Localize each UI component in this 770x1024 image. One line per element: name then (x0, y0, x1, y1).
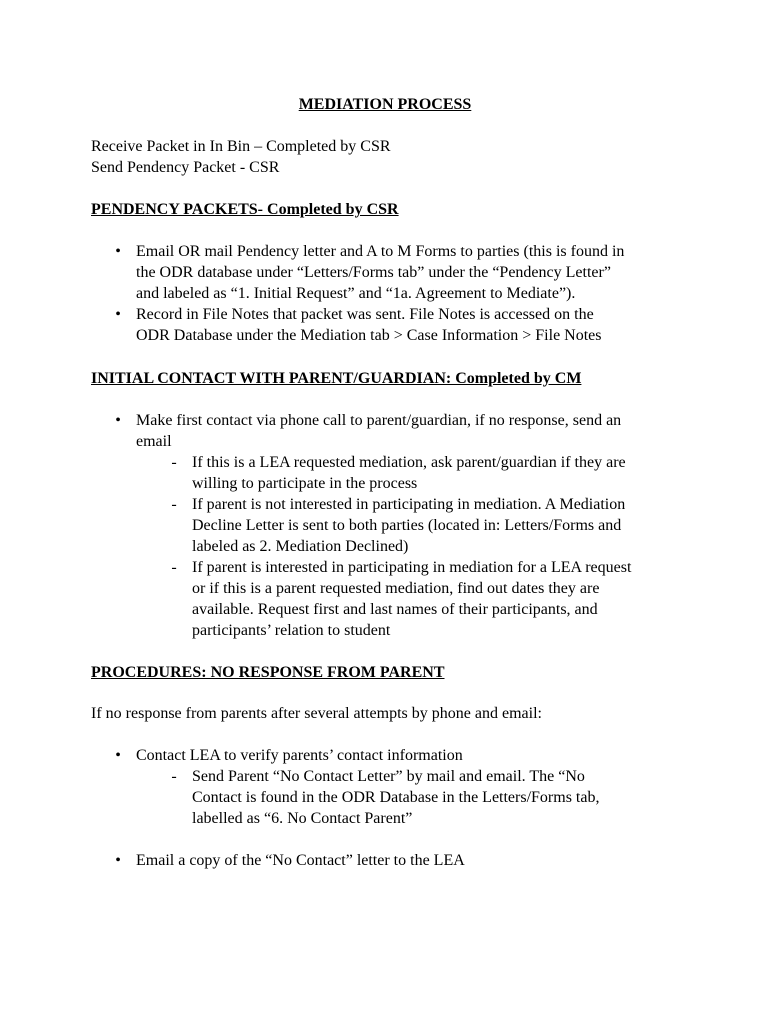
intro-line: Send Pendency Packet - CSR (91, 159, 280, 176)
list-item-text: the ODR database under “Letters/Forms tab” under the “Pendency Letter” (136, 264, 611, 281)
intro-line: Receive Packet in In Bin – Completed by CSR (91, 138, 391, 155)
list-item-text: Email a copy of the “No Contact” letter to the LEA (136, 852, 465, 869)
dash-icon: - (171, 768, 177, 785)
paragraph: If no response from parents after several attempts by phone and email: (91, 705, 542, 722)
dash-icon: - (171, 496, 177, 513)
sub-item-text: participants’ relation to student (192, 622, 391, 639)
sub-item-text: Send Parent “No Contact Letter” by mail and email. The “No (192, 768, 585, 785)
bullet-icon: • (115, 306, 121, 323)
page-title: MEDIATION PROCESS (298, 96, 472, 113)
list-item-text: email (136, 433, 172, 450)
list-item-text: ODR Database under the Mediation tab > Case Information > File Notes (136, 327, 602, 344)
sub-item-text: available. Request first and last names of their participants, and (192, 601, 598, 618)
section-heading-pendency: PENDENCY PACKETS- Completed by CSR (91, 201, 399, 218)
bullet-icon: • (115, 412, 121, 429)
dash-icon: - (171, 454, 177, 471)
bullet-icon: • (115, 747, 121, 764)
sub-item-text: If parent is not interested in participating in mediation. A Mediation (192, 496, 626, 513)
list-item-text: Contact LEA to verify parents’ contact information (136, 747, 463, 764)
list-item-text: Record in File Notes that packet was sent. File Notes is accessed on the (136, 306, 594, 323)
sub-item-text: If parent is interested in participating in mediation for a LEA request (192, 559, 632, 576)
bullet-icon: • (115, 243, 121, 260)
sub-item-text: willing to participate in the process (192, 475, 418, 492)
sub-item-text: If this is a LEA requested mediation, ask parent/guardian if they are (192, 454, 626, 471)
sub-item-text: Contact is found in the ODR Database in the Letters/Forms tab, (192, 789, 600, 806)
dash-icon: - (171, 559, 177, 576)
sub-item-text: labeled as 2. Mediation Declined) (192, 538, 409, 555)
sub-item-text: labelled as “6. No Contact Parent” (192, 810, 413, 827)
bullet-icon: • (115, 852, 121, 869)
list-item-text: and labeled as “1. Initial Request” and “1a. Agreement to Mediate”). (136, 285, 576, 302)
section-heading-initial-contact: INITIAL CONTACT WITH PARENT/GUARDIAN: Completed by CM (91, 370, 582, 387)
sub-item-text: Decline Letter is sent to both parties (located in: Letters/Forms and (192, 517, 622, 534)
section-heading-no-response: PROCEDURES: NO RESPONSE FROM PARENT (91, 664, 445, 681)
list-item-text: Make first contact via phone call to parent/guardian, if no response, send an (136, 412, 622, 429)
sub-item-text: or if this is a parent requested mediation, find out dates they are (192, 580, 600, 597)
list-item-text: Email OR mail Pendency letter and A to M Forms to parties (this is found in (136, 243, 625, 260)
